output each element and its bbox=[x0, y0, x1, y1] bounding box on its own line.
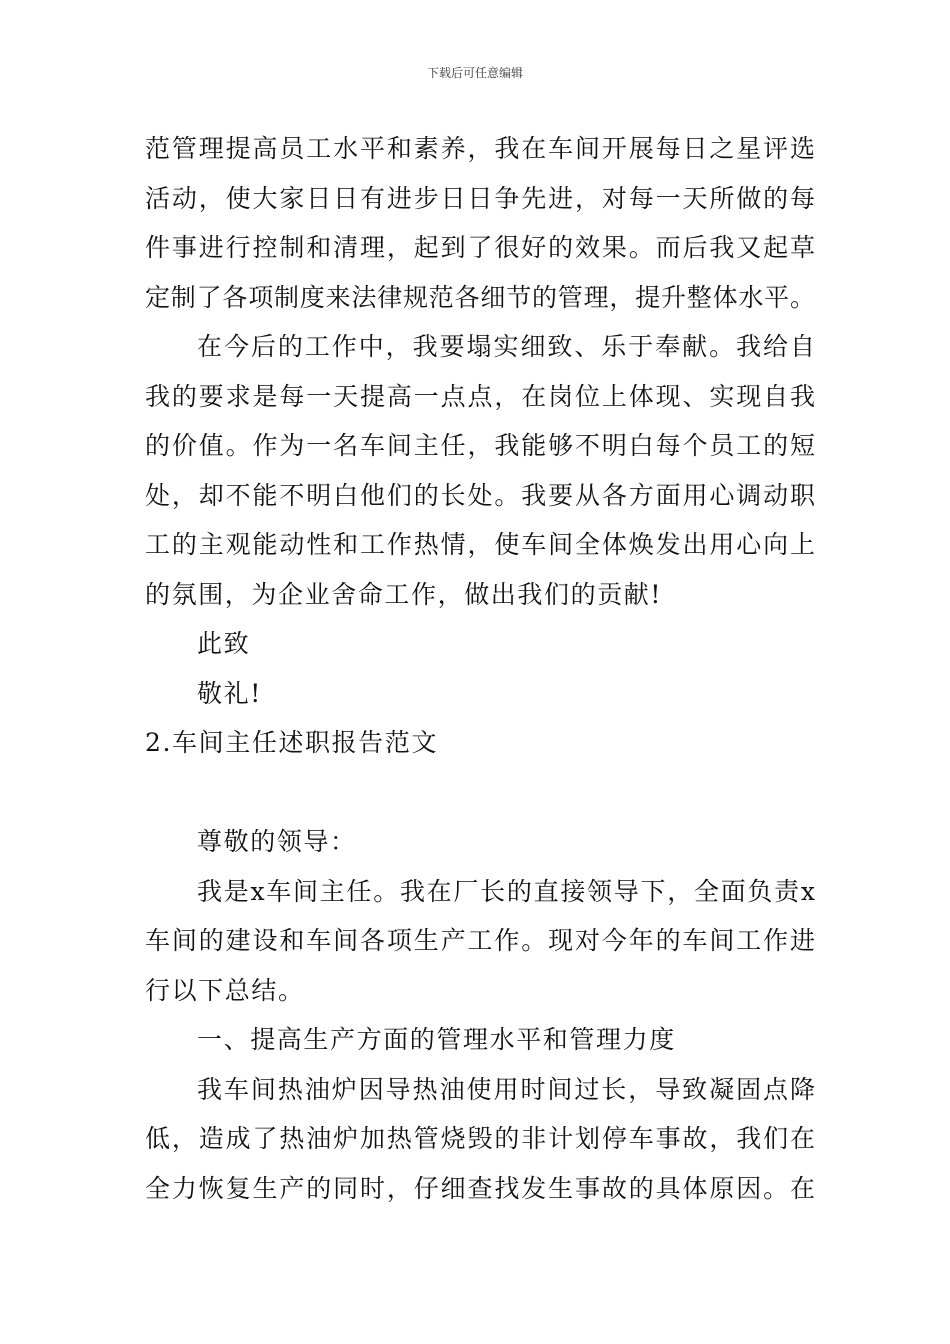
paragraph-line: 活动，使大家日日有进步日日争先进，对每一天所做的每 bbox=[145, 183, 815, 213]
blank-line bbox=[145, 768, 815, 818]
subsection-heading: 一、提高生产方面的管理水平和管理力度 bbox=[197, 1025, 676, 1054]
paragraph-line: 件事进行控制和清理，起到了很好的效果。而后我又起草 bbox=[145, 233, 815, 262]
paragraph-line: 行以下总结。 bbox=[145, 975, 305, 1005]
paragraph-line: 车间的建设和车间各项生产工作。现对今年的车间工作进 bbox=[145, 926, 815, 955]
paragraph-line: 的价值。作为一名车间主任，我能够不明白每个员工的短 bbox=[145, 431, 815, 460]
paragraph-line: 的氛围，为企业舍命工作，做出我们的贡献! bbox=[145, 579, 663, 609]
paragraph-line: 我是x车间主任。我在厂长的直接领导下，全面负责x bbox=[197, 876, 815, 906]
paragraph-line: 在今后的工作中，我要塌实细致、乐于奉献。我给自 bbox=[197, 332, 815, 361]
closing-salutation: 此致 bbox=[197, 629, 251, 658]
paragraph-line: 工的主观能动性和工作热情，使车间全体焕发出用心向上 bbox=[145, 530, 815, 559]
paragraph-line: 全力恢复生产的同时，仔细查找发生事故的具体原因。在 bbox=[145, 1173, 815, 1203]
document-body bbox=[145, 124, 815, 1213]
paragraph-line: 低，造成了热油炉加热管烧毁的非计划停车事故，我们在 bbox=[145, 1124, 815, 1153]
section-heading: 2.车间主任述职报告范文 bbox=[145, 728, 439, 757]
greeting: 尊敬的领导： bbox=[197, 827, 357, 856]
closing-regards: 敬礼! bbox=[197, 678, 262, 708]
paragraph-line: 范管理提高员工水平和素养，我在车间开展每日之星评选 bbox=[145, 134, 815, 163]
paragraph-line: 我车间热油炉因导热油使用时间过长，导致凝固点降 bbox=[197, 1074, 815, 1104]
paragraph-line: 处，却不能不明白他们的长处。我要从各方面用心调动职 bbox=[145, 480, 815, 510]
paragraph-line: 定制了各项制度来法律规范各细节的管理，提升整体水平。 bbox=[145, 282, 815, 312]
page-header-note: 下载后可任意编辑 bbox=[426, 66, 523, 80]
paragraph-line: 我的要求是每一天提高一点点，在岗位上体现、实现自我 bbox=[145, 381, 815, 411]
